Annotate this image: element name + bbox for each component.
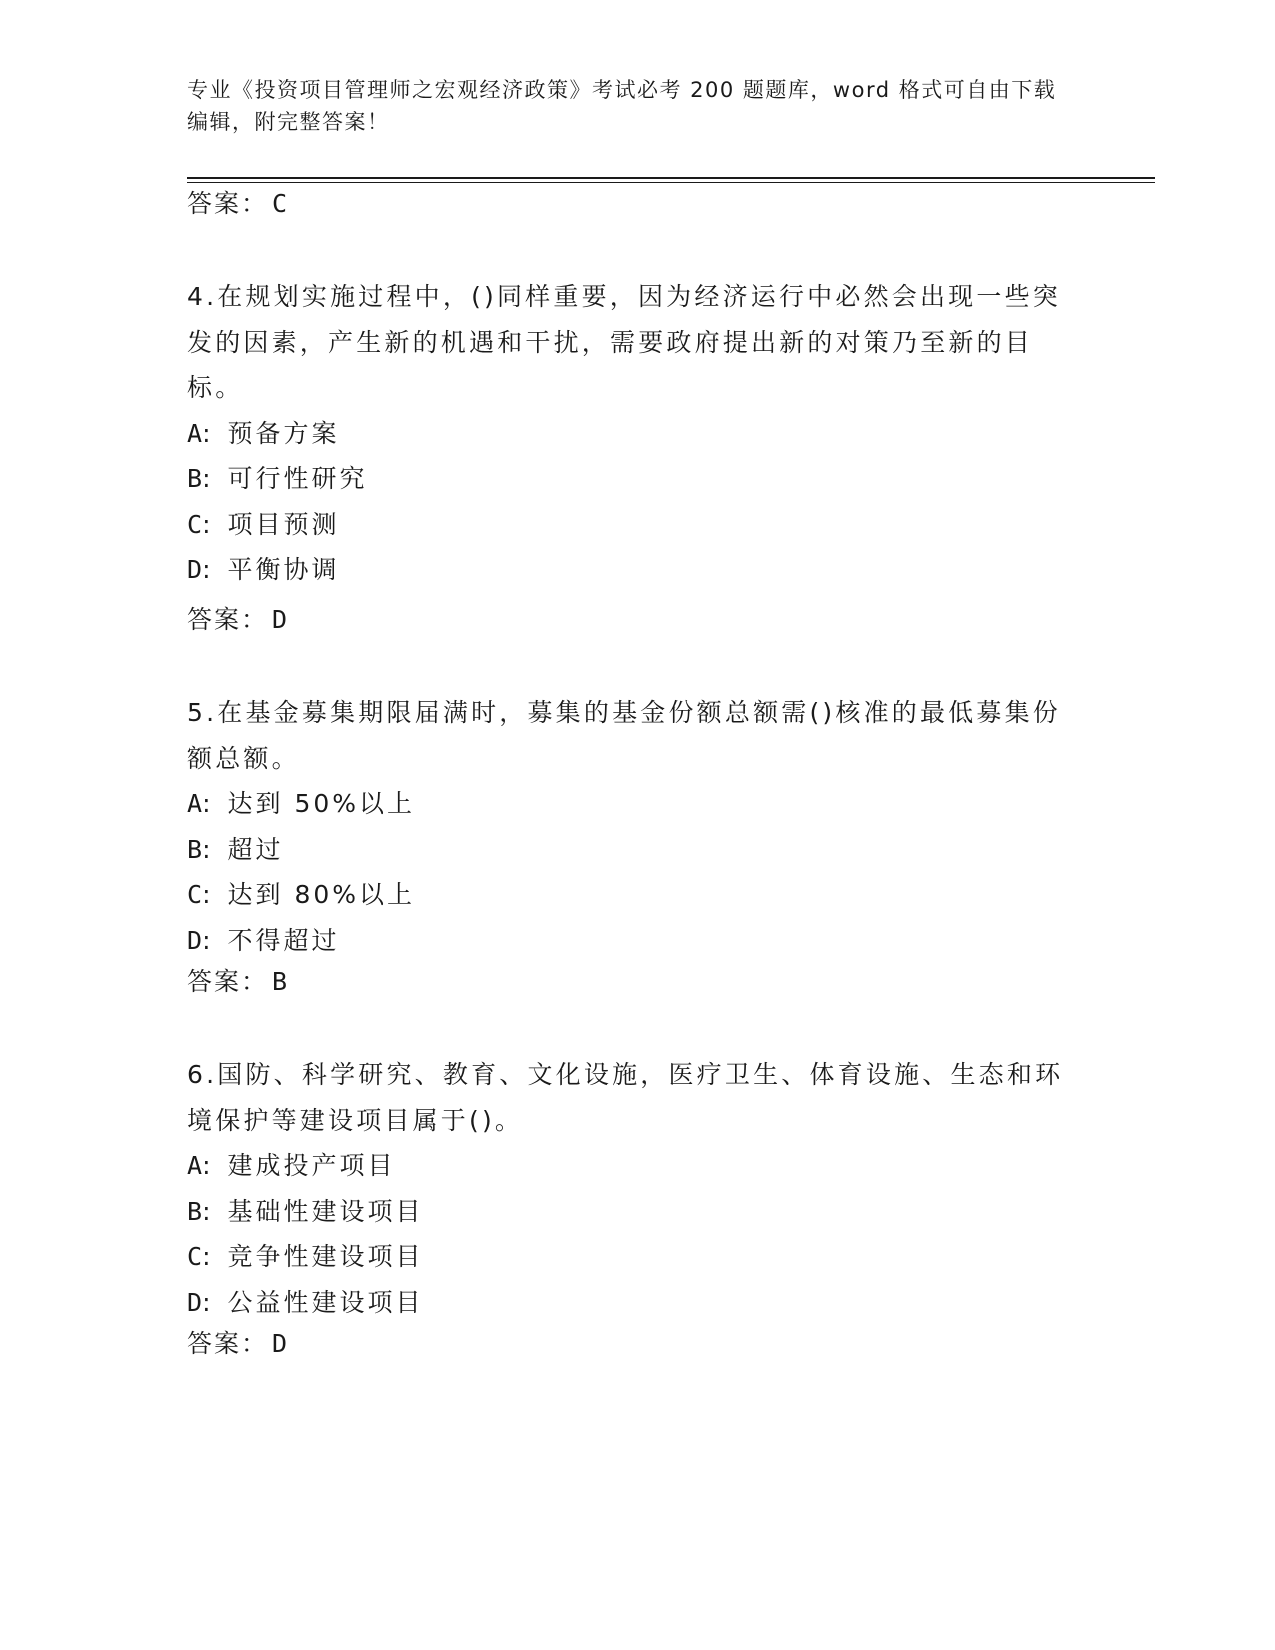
question-4 — [187, 274, 1067, 593]
option-text: 不得超过 — [227, 925, 340, 955]
option-text: 基础性建设项目 — [227, 1196, 424, 1226]
option-d: D: 平衡协调 — [187, 555, 340, 584]
option-c: C: 达到 80%以上 — [187, 880, 416, 909]
header-rule-thin — [187, 182, 1155, 183]
option-text: 竞争性建设项目 — [227, 1242, 424, 1271]
option-a: A: 预备方案 — [187, 418, 340, 448]
question-number: 4. — [187, 282, 218, 311]
option-b: B: 超过 — [187, 834, 284, 864]
option-d: D: 不得超过 — [187, 925, 340, 955]
answer-value: C — [272, 189, 289, 218]
option-d: D: 公益性建设项目 — [187, 1287, 424, 1317]
header-rule-thick — [187, 177, 1155, 179]
question-text: 在规划实施过程中，()同样重要，因为经济运行中必然会出现一些突发的因素，产生新的机遇和干扰，需要政府提出新的对策乃至新的目标。 — [187, 282, 1061, 402]
option-text: 超过 — [227, 834, 284, 864]
answer-line-q5 — [187, 966, 288, 998]
option-a: A: 建成投产项目 — [187, 1151, 396, 1180]
answer-line-q6 — [187, 1328, 288, 1360]
option-a: A: 达到 50%以上 — [187, 789, 416, 818]
option-text: 公益性建设项目 — [227, 1287, 424, 1317]
answer-label: 答案： — [187, 1329, 269, 1358]
question-stem — [187, 274, 1067, 411]
question-stem — [187, 1052, 1067, 1143]
answer-label: 答案： — [187, 605, 269, 634]
option-text: 达到 80%以上 — [227, 880, 416, 909]
answer-value: D — [272, 605, 289, 634]
option-text: 平衡协调 — [227, 555, 340, 584]
answer-label: 答案： — [187, 189, 269, 218]
question-number: 6. — [187, 1060, 218, 1089]
option-c: C: 项目预测 — [187, 509, 340, 539]
option-text: 可行性研究 — [227, 464, 368, 493]
question-stem — [187, 690, 1067, 781]
question-number: 5. — [187, 698, 218, 727]
option-b: B: 可行性研究 — [187, 464, 368, 493]
option-text: 项目预测 — [227, 509, 340, 539]
option-b: B: 基础性建设项目 — [187, 1196, 424, 1226]
page-header: 专业《投资项目管理师之宏观经济政策》考试必考 200 题题库，word 格式可自由下载编辑，附完整答案！ — [187, 78, 1057, 134]
answer-value: B — [272, 967, 289, 996]
answer-line-q4 — [187, 604, 288, 636]
option-text: 建成投产项目 — [227, 1151, 396, 1180]
option-text: 达到 50%以上 — [227, 789, 416, 818]
option-text: 预备方案 — [227, 418, 340, 448]
question-6 — [187, 1052, 1067, 1325]
answer-label: 答案： — [187, 967, 269, 996]
question-text: 国防、科学研究、教育、文化设施，医疗卫生、体育设施、生态和环境保护等建设项目属于()。 — [187, 1060, 1064, 1135]
answer-line-q3 — [187, 188, 288, 220]
answer-value: D — [272, 1329, 289, 1358]
question-text: 在基金募集期限届满时，募集的基金份额总额需()核准的最低募集份额总额。 — [187, 698, 1061, 773]
question-5 — [187, 690, 1067, 963]
option-c: C: 竞争性建设项目 — [187, 1242, 424, 1271]
